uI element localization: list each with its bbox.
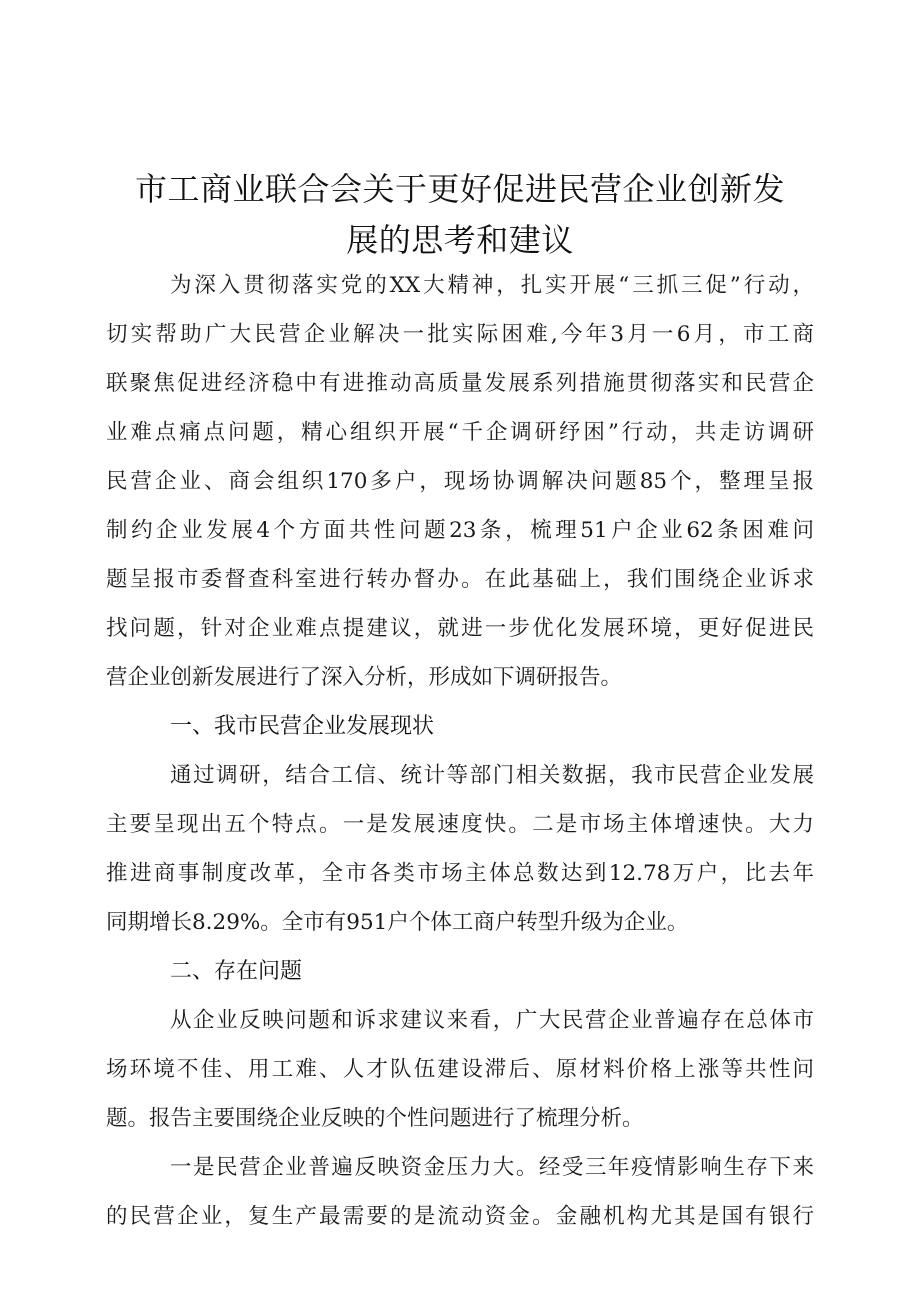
- intro-line-9: 营企业创新发展进行了深入分析，形成如下调研报告。: [106, 665, 623, 690]
- document-title-line-1: 市工商业联合会关于更好促进民营企业创新发: [134, 170, 785, 208]
- section-2-heading: 二、存在问题: [170, 959, 303, 984]
- intro-line-8: 找问题，针对企业难点提建议，就进一步优化发展环境，更好促进民: [106, 616, 814, 641]
- intro-line-2: 切实帮助广大民营企业解决一批实际困难,今年3月一6月，市工商: [106, 322, 814, 347]
- document-title-line-2: 展的思考和建议: [346, 221, 574, 259]
- section-1-heading: 一、我市民营企业发展现状: [170, 714, 435, 739]
- section-2-item-1-line-1: 一是民营企业普遍反映资金压力大。经受三年疫情影响生存下来: [170, 1155, 814, 1180]
- section-2-item-1-line-2: 的民营企业，复生产最需要的是流动资金。金融机构尤其是国有银行: [106, 1204, 814, 1229]
- section-1-line-1: 通过调研，结合工信、统计等部门相关数据，我市民营企业发展: [170, 763, 814, 788]
- intro-line-7: 题呈报市委督查科室进行转办督办。在此基础上，我们围绕企业诉求: [106, 567, 814, 592]
- section-1-line-4: 同期增长8.29%。全市有951户个体工商户转型升级为企业。: [106, 910, 689, 935]
- section-2-line-3: 题。报告主要围绕企业反映的个性问题进行了梳理分析。: [106, 1106, 644, 1131]
- section-2-line-1: 从企业反映问题和诉求建议来看，广大民营企业普遍存在总体市: [170, 1008, 814, 1033]
- intro-line-4: 业难点痛点问题，精心组织开展“千企调研纾困”行动，共走访调研: [106, 420, 814, 445]
- section-1-line-2: 主要呈现出五个特点。一是发展速度快。二是市场主体增速快。大力: [106, 812, 814, 837]
- intro-line-1: 为深入贯彻落实党的XX大精神，扎实开展“三抓三促”行动，: [170, 273, 814, 298]
- section-2-line-2: 场环境不佳、用工难、人才队伍建设滞后、原材料价格上涨等共性问: [106, 1057, 814, 1082]
- intro-line-3: 联聚焦促进经济稳中有进推动高质量发展系列措施贯彻落实和民营企: [106, 371, 814, 396]
- section-1-line-3: 推进商事制度改革，全市各类市场主体总数达到12.78万户，比去年: [106, 861, 814, 886]
- intro-line-5: 民营企业、商会组织170多户，现场协调解决问题85个，整理呈报: [106, 469, 814, 494]
- intro-line-6: 制约企业发展4个方面共性问题23条，梳理51户企业62条困难问: [106, 518, 814, 543]
